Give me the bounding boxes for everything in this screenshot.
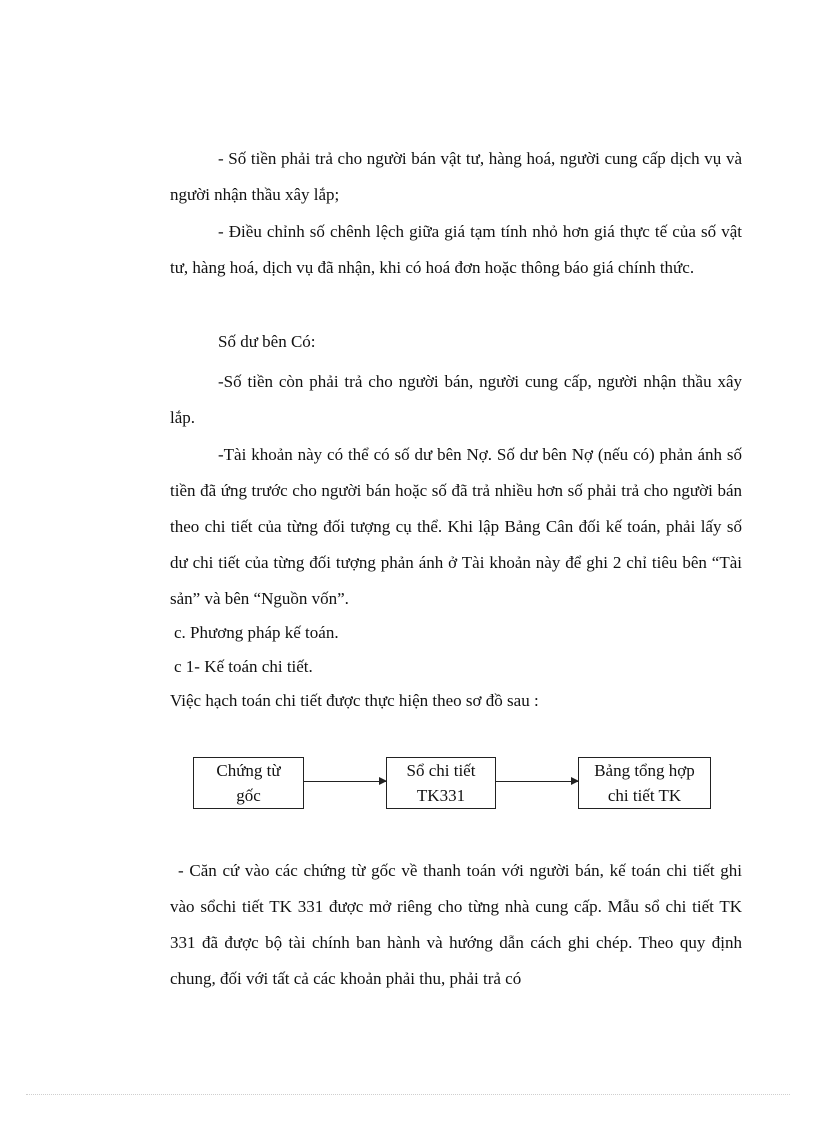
box-original-documents-line1: Chứng từ [216,761,281,780]
arrow-right-icon [496,781,578,782]
box-detail-ledger-line2: TK331 [416,786,466,805]
box-original-documents-line2: gốc [236,786,261,805]
paragraph-credit-balance-heading: Số dư bên Có: [218,332,316,351]
box-detail-ledger [386,757,496,809]
heading-detail-accounting: c 1- Kế toán chi tiết. [174,657,313,676]
paragraph-remaining-payables: -Số tiền còn phải trả cho người bán, người cung cấp, người nhận thầu xây lắp. [170,372,742,427]
diagram-intro-text: Việc hạch toán chi tiết được thực hiện theo sơ đồ sau : [170,691,539,710]
paragraph-detail-ledger-procedure: - Căn cứ vào các chứng từ gốc về thanh toán với người bán, kế toán chi tiết ghi vào sổchi tiết TK 331 được mở riêng cho từng nhà cung cấp. Mẫu sổ chi tiết TK 331 đã được bộ tài chính ban hành và hướng dẫn cách ghi chép. Theo quy định chung, đối với tất cả các khoản phải thu, phải trả có [170,861,742,988]
box-detail-ledger-line1: Sổ chi tiết [406,761,476,780]
arrow-right-icon [304,781,386,782]
box-summary-table-line1: Bảng tổng hợp [594,761,695,780]
box-summary-table-line2: chi tiết TK [607,786,682,805]
box-original-documents [193,757,304,809]
paragraph-debit-balance: -Tài khoản này có thể có số dư bên Nợ. Số dư bên Nợ (nếu có) phản ánh số tiền đã ứng trước cho người bán hoặc số đã trả nhiều hơn số phải trả cho người bán theo chi tiết của từng đối tượng cụ thể. Khi lập Bảng Cân đối kế toán, phải lấy số dư chi tiết của từng đối tượng phản ánh ở Tài khoản này để ghi 2 chỉ tiêu bên “Tài sản” và bên “Nguồn vốn”. [170,445,742,608]
box-summary-table [578,757,711,809]
heading-accounting-method: c. Phương pháp kế toán. [174,623,339,642]
paragraph-price-adjustment: - Điều chỉnh số chênh lệch giữa giá tạm tính nhỏ hơn giá thực tế của số vật tư, hàng hoá, dịch vụ đã nhận, khi có hoá đơn hoặc thông báo giá chính thức. [170,222,742,277]
paragraph-payables-amount: - Số tiền phải trả cho người bán vật tư, hàng hoá, người cung cấp dịch vụ và người nhận thầu xây lắp; [170,149,742,204]
page-bottom-divider [26,1094,790,1095]
